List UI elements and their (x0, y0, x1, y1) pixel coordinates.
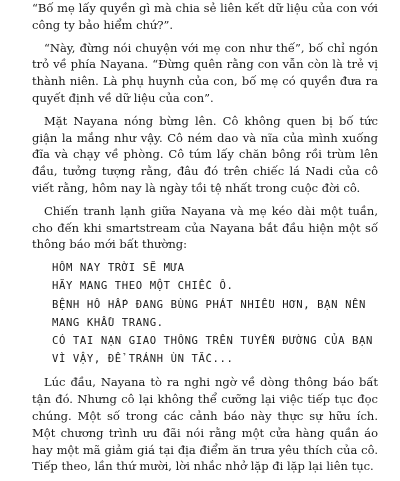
notification-line: HÔM NAY TRỜI SẼ MƯA (52, 262, 185, 275)
notification-line: CÓ TAI NẠN GIAO THÔNG TRÊN TUYẾN ĐƯỜNG CỦA BẠN (52, 334, 373, 347)
page-content (32, 0, 378, 481)
notification-line: BỆNH HÔ HẤP ĐANG BÙNG PHÁT NHIỀU HƠN, BẠN NÊN (52, 298, 367, 311)
notification-block (52, 259, 378, 368)
paragraph-5: Lúc đầu, Nayana tò ra nghi ngờ về dòng thông báo bất tận đó. Nhưng cô lại không thể cưỡng lại việc tiếp tục đọc chúng. Một số trong các cảnh báo này thực sự hữu ích. Một chương trình ưu đãi nói rằng một cửa hàng quần áo hay một mã giảm giá tại địa điểm ăn trưa yêu thích của cô. Tiếp theo, lần thứ mười, lời nhắc nhở lặp đi lặp lại liên tục. (32, 375, 378, 474)
paragraph-2: “Này, đừng nói chuyện với mẹ con như thế”, bố chỉ ngón trỏ về phía Nayana. “Đừng quên rằng con vẫn còn là trẻ vị thành niên. Là phụ huynh của con, bố mẹ có quyền đưa ra quyết định về dữ liệu của con”. (32, 40, 378, 105)
paragraph-3: Mặt Nayana nóng bừng lên. Cô không quen bị bố tức giận la mắng như vậy. Cô ném dao và nĩa của mình xuống đĩa và chạy về phòng. Cô túm lấy chăn bông rồi trùm lên đầu, tưởng tượng rằng, đâu đó trên chiếc lá Nadi của cô viết rằng, hôm nay là ngày tồi tệ nhất trong cuộc đời cô. (32, 113, 378, 195)
notification-line: VÌ VẬY, ĐỂ TRÁNH ÙN TẮC... (52, 353, 234, 366)
notification-line: HÃY MANG THEO MỘT CHIẾC Ô. (52, 280, 234, 293)
paragraph-1: “Bố mẹ lấy quyền gì mà chia sẻ liên kết dữ liệu của con với công ty bảo hiểm chứ?”. (32, 1, 378, 32)
notification-line: MANG KHẨU TRANG. (52, 316, 164, 329)
paragraph-4: Chiến tranh lạnh giữa Nayana và mẹ kéo dài một tuần, cho đến khi smartstream của Nayana bắt đầu hiện một số thông báo mới bất thường: (32, 203, 378, 252)
